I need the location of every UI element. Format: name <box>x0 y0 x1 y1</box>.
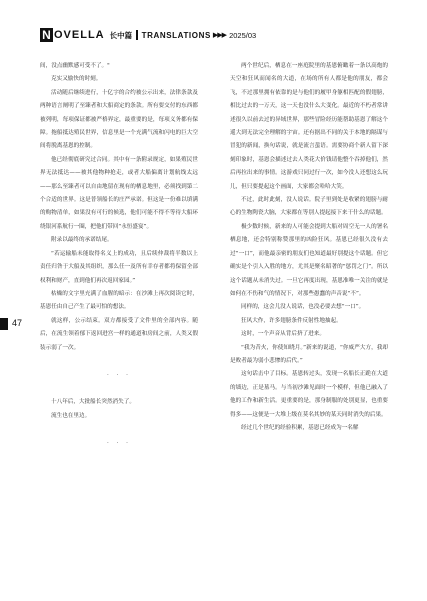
section-break: · · · <box>107 440 131 447</box>
paragraph: 经过几个世纪的经验积累，基恩已经成为一名解 <box>241 424 359 431</box>
paragraph: 狂风大作，许多翅膀条件反射性地抽起。 <box>241 317 342 324</box>
issue-number: 2025/03 <box>229 30 257 40</box>
paragraph: 这时，一个声音从背后挤了进来。 <box>241 331 325 338</box>
magazine-logo: N <box>40 28 53 42</box>
paragraph: 附录以最终的承诺结尾。 <box>51 237 113 244</box>
paragraph: 流生也在里边。 <box>51 412 91 419</box>
paragraph: 同样的，这会儿没人说话，也没必要去想“一口”。 <box>241 304 365 311</box>
paragraph: 这句话击中了目标。基恩转过头，发现一名船长正跪在大道的墙边，正是墓马。与当初沙滩见面时一个模样，但他已融入了他的工作和新生活。更重要的是，那身制服的处别更显，也重要得多——这便是一大堆上级在莫名其妙的某天同时消失的后果。 <box>230 371 388 418</box>
paragraph: 十八年后，大批船长突然消失了。 <box>51 399 135 406</box>
paragraph: 克实又愉快的时刻。 <box>51 76 102 83</box>
paragraph: 就这样，公示结束。双方都接受了文件里的全部内容。随后，在流生领着郁下返回进宫一样的通道和房间之前，人类又假装示弱了一次。 <box>40 317 198 351</box>
paragraph: 不过，此时此刻，没人说话。院子里到处是收紧的翅膀与耐心的生物陶瓷大脑，大家都在等别人提起接下来干什么的话题。 <box>230 197 388 217</box>
category-label: 长中篇 <box>109 30 133 40</box>
paragraph: 间，没点幽默感可受不了。" <box>40 63 110 69</box>
paragraph: “若运输船未能取得名义上的成功，且后续仲裁将半数以上责任归咎于大船及其组织，那么任一及所有幸存者都将保留全部权利和财产，直到他们再次返回家园。” <box>40 250 198 284</box>
magazine-brand: OVELLA <box>54 29 105 41</box>
arrow-icons: ▶▶▶ <box>212 31 227 39</box>
left-column <box>40 60 198 465</box>
paragraph: 活动随后继续进行，十亿字的合约被公示出来，法律条款及两种语言阐明了至臻者和大船商定的条款。所有要交付的东西都被列明，每项保证都被严格界定，最重要的是，每项义务都有保障。拖船抵达殖民世界，信息里是一个充满气流和闪电的巨大空间将脱离基恩的控制。 <box>40 89 198 150</box>
paragraph: 枯燥的文字里充满了血腥的暗示：在沙滩上再次阅读它时，基恩任由自己产生了最可怕的想法。 <box>40 290 198 311</box>
section-break: · · · <box>107 371 131 378</box>
section-label: TRANSLATIONS <box>141 30 211 40</box>
paragraph: 极少数时候，新来的人可能会提到大船对周空无一人的署名栖息地，还会特别称赞那里的凶险狂风。基恩已经很久没有去过“一口”，而他最亲密的朋友们也知道最好别提这个话题。但它确实是个引人入胜的地方，尤其是聚名昭著的“惩罚之门”。所以这个话题从未消失过。一旦它再度出现，基恩准唯一关注的就是如何在不伤和气的情况下，对那些愚蠢的声音说“不”。 <box>230 223 388 297</box>
paragraph: “我为昔火，你使知晓月。”新来的说道，“你威严大方，我却是败者最为弱小悲惨的后代。” <box>230 344 388 364</box>
paragraph: 他已经彻底研究过合同。其中有一条附录规定，如果殖民世界无法抵达——被其他物种抢走，或者大船偏离计划航线太远——那么至臻者可以自由地留在现有的栖息地里，必须找到第二个合适的世界。这是普领船长的庄严承诺。但这是一份难以填满的购物清单，如果没有可行的候选，他们可能不得不等待大船环绕银河系航行一圈，把他们带回“永恒盛宴”。 <box>40 156 198 230</box>
header-divider <box>136 30 138 40</box>
paragraph: 两个世纪后，栖息在一座庭院里的基恩俯瞰着一条以高炮的天空和狂风而闻名的大道，在场的所有人都是他的朋友，都会飞，不过那里拥有依靠的是与他们的履甲身躯相匹配的假翅膀，相比过去的一万天，这一天也没什么大变化。最近的不朽者常讲述很久以前去过的异域世界，那些冒险经历能帮助基恩了解这个遥大到无法完全理解的宇宙。还有据出不同的关于本地的隔谋与冒犯的新闻，换句话说，就是流言蜚语。需要协商个新人留下深刻印象时，基恩会描述过去人类花大价钱请他整个吞掉他们，然后再拉出来的事情。这游戏只同过行一次，如今没人还想这么玩儿，但只要提起这个画面，大家都会哈哈大笑。 <box>230 63 388 190</box>
page-header <box>40 26 256 44</box>
page-number-marker <box>0 318 8 330</box>
right-column <box>230 60 388 435</box>
page-number: 47 <box>12 318 23 328</box>
